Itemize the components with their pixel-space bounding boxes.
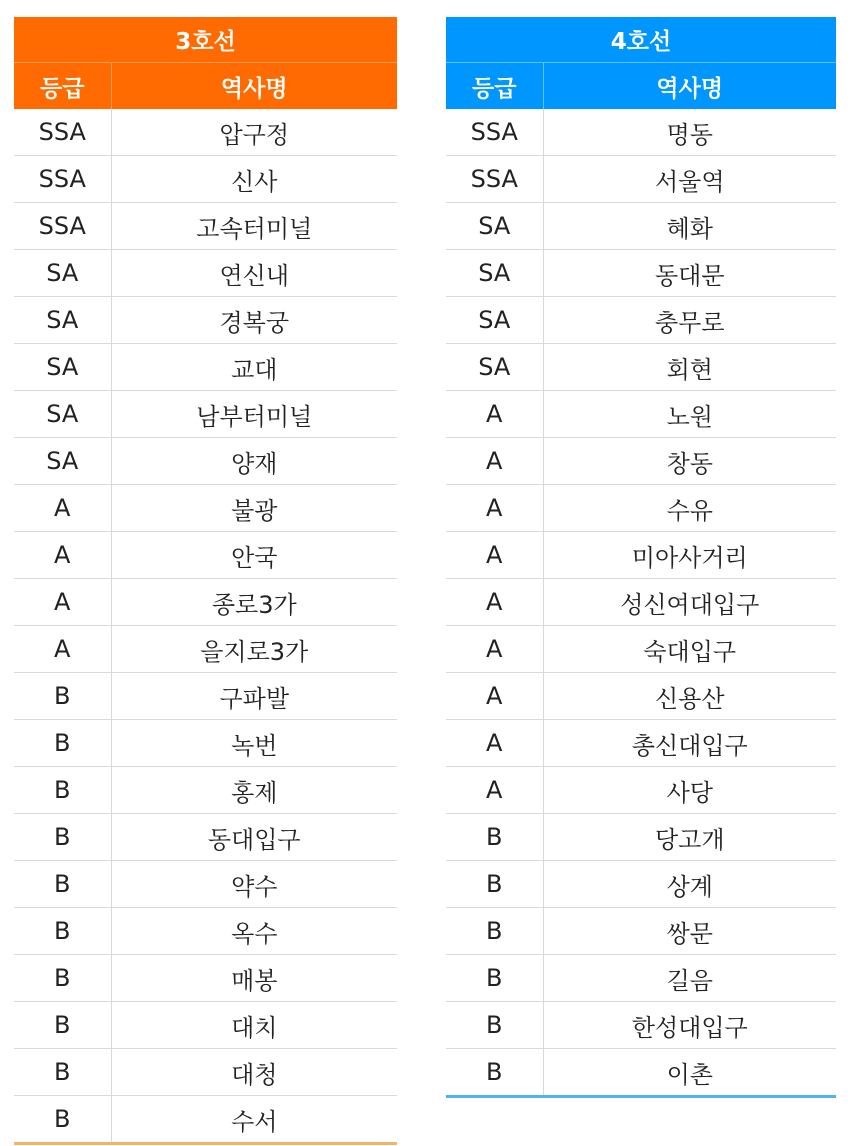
line4-title: 4호선 [446,17,836,63]
station-cell: 고속터미널 [111,203,397,250]
station-cell: 남부터미널 [111,391,397,438]
table-row [14,485,397,532]
station-cell: 상계 [543,861,836,908]
station-cell: 교대 [111,344,397,391]
station-cell: 대청 [111,1049,397,1096]
table-row [14,720,397,767]
table-row [446,532,836,579]
station-cell: 충무로 [543,297,836,344]
line4-rows [446,109,836,1097]
table-row [446,720,836,767]
table-row [446,814,836,861]
grade-cell: SA [446,297,543,344]
grade-cell: SA [14,250,111,297]
station-cell: 불광 [111,485,397,532]
line4-station-header: 역사명 [543,63,836,110]
station-cell: 길음 [543,955,836,1002]
grade-cell: SSA [14,203,111,250]
table-row [14,344,397,391]
table-row [14,955,397,1002]
table-row [14,1002,397,1049]
table-row [446,438,836,485]
table-row [14,109,397,156]
table-row [14,438,397,485]
table-row [14,861,397,908]
grade-cell: A [446,767,543,814]
table-row [14,767,397,814]
station-cell: 녹번 [111,720,397,767]
line3-table [14,17,397,1145]
station-cell: 숙대입구 [543,626,836,673]
table-row [446,861,836,908]
station-cell: 수서 [111,1096,397,1144]
table-row [446,626,836,673]
grade-cell: A [14,579,111,626]
station-cell: 창동 [543,438,836,485]
grade-cell: SA [14,344,111,391]
station-cell: 매봉 [111,955,397,1002]
grade-cell: A [14,485,111,532]
table-row [446,391,836,438]
table-row [446,1049,836,1097]
grade-cell: B [14,1002,111,1049]
table-row [446,250,836,297]
table-row [14,1049,397,1096]
grade-cell: B [446,1002,543,1049]
grade-cell: SSA [446,156,543,203]
table-row [14,156,397,203]
grade-cell: SSA [14,109,111,156]
station-cell: 안국 [111,532,397,579]
table-row [14,1096,397,1144]
grade-cell: SSA [14,156,111,203]
table-row [14,203,397,250]
station-cell: 성신여대입구 [543,579,836,626]
station-cell: 이촌 [543,1049,836,1097]
table-row [446,1002,836,1049]
grade-cell: B [446,861,543,908]
table-row [446,673,836,720]
station-cell: 압구정 [111,109,397,156]
grade-cell: SA [14,438,111,485]
grade-cell: SA [14,297,111,344]
grade-cell: A [14,626,111,673]
grade-cell: B [14,955,111,1002]
table-row [446,203,836,250]
grade-cell: A [446,532,543,579]
line4-table [446,17,836,1098]
table-row [446,344,836,391]
station-cell: 동대입구 [111,814,397,861]
grade-cell: B [446,814,543,861]
line3-station-header: 역사명 [111,63,397,110]
station-cell: 총신대입구 [543,720,836,767]
grade-cell: B [446,908,543,955]
station-cell: 을지로3가 [111,626,397,673]
grade-cell: B [14,861,111,908]
table-row [14,673,397,720]
station-cell: 혜화 [543,203,836,250]
table-row [446,485,836,532]
table-row [446,908,836,955]
station-cell: 회현 [543,344,836,391]
table-row [446,109,836,156]
table-row [14,532,397,579]
grade-cell: B [446,955,543,1002]
grade-cell: SA [14,391,111,438]
grade-cell: B [14,767,111,814]
station-cell: 동대문 [543,250,836,297]
grade-cell: B [14,720,111,767]
station-cell: 대치 [111,1002,397,1049]
station-cell: 경복궁 [111,297,397,344]
station-cell: 수유 [543,485,836,532]
station-cell: 구파발 [111,673,397,720]
grade-cell: A [446,579,543,626]
grade-cell: SSA [446,109,543,156]
station-cell: 신사 [111,156,397,203]
grade-cell: A [14,532,111,579]
line3-title: 3호선 [14,17,397,63]
station-cell: 신용산 [543,673,836,720]
station-cell: 양재 [111,438,397,485]
grade-cell: A [446,391,543,438]
station-cell: 서울역 [543,156,836,203]
station-cell: 종로3가 [111,579,397,626]
grade-cell: A [446,673,543,720]
table-row [446,297,836,344]
grade-cell: B [446,1049,543,1097]
station-cell: 당고개 [543,814,836,861]
table-row [14,814,397,861]
station-cell: 미아사거리 [543,532,836,579]
table-row [446,955,836,1002]
table-row [14,579,397,626]
station-cell: 사당 [543,767,836,814]
grade-cell: B [14,908,111,955]
table-row [446,579,836,626]
line4-grade-header: 등급 [446,63,543,110]
station-cell: 노원 [543,391,836,438]
table-row [14,250,397,297]
grade-cell: A [446,485,543,532]
grade-cell: A [446,720,543,767]
grade-cell: B [14,1049,111,1096]
grade-cell: SA [446,250,543,297]
grade-cell: A [446,626,543,673]
table-row [14,626,397,673]
station-cell: 한성대입구 [543,1002,836,1049]
station-cell: 약수 [111,861,397,908]
station-cell: 홍제 [111,767,397,814]
line3-grade-header: 등급 [14,63,111,110]
station-cell: 쌍문 [543,908,836,955]
grade-cell: B [14,814,111,861]
table-row [14,391,397,438]
grade-cell: SA [446,344,543,391]
grade-cell: B [14,1096,111,1144]
table-row [446,767,836,814]
line3-rows [14,109,397,1144]
station-cell: 옥수 [111,908,397,955]
grade-cell: SA [446,203,543,250]
station-cell: 명동 [543,109,836,156]
station-cell: 연신내 [111,250,397,297]
table-row [14,908,397,955]
table-row [446,156,836,203]
grade-cell: B [14,673,111,720]
table-row [14,297,397,344]
grade-cell: A [446,438,543,485]
